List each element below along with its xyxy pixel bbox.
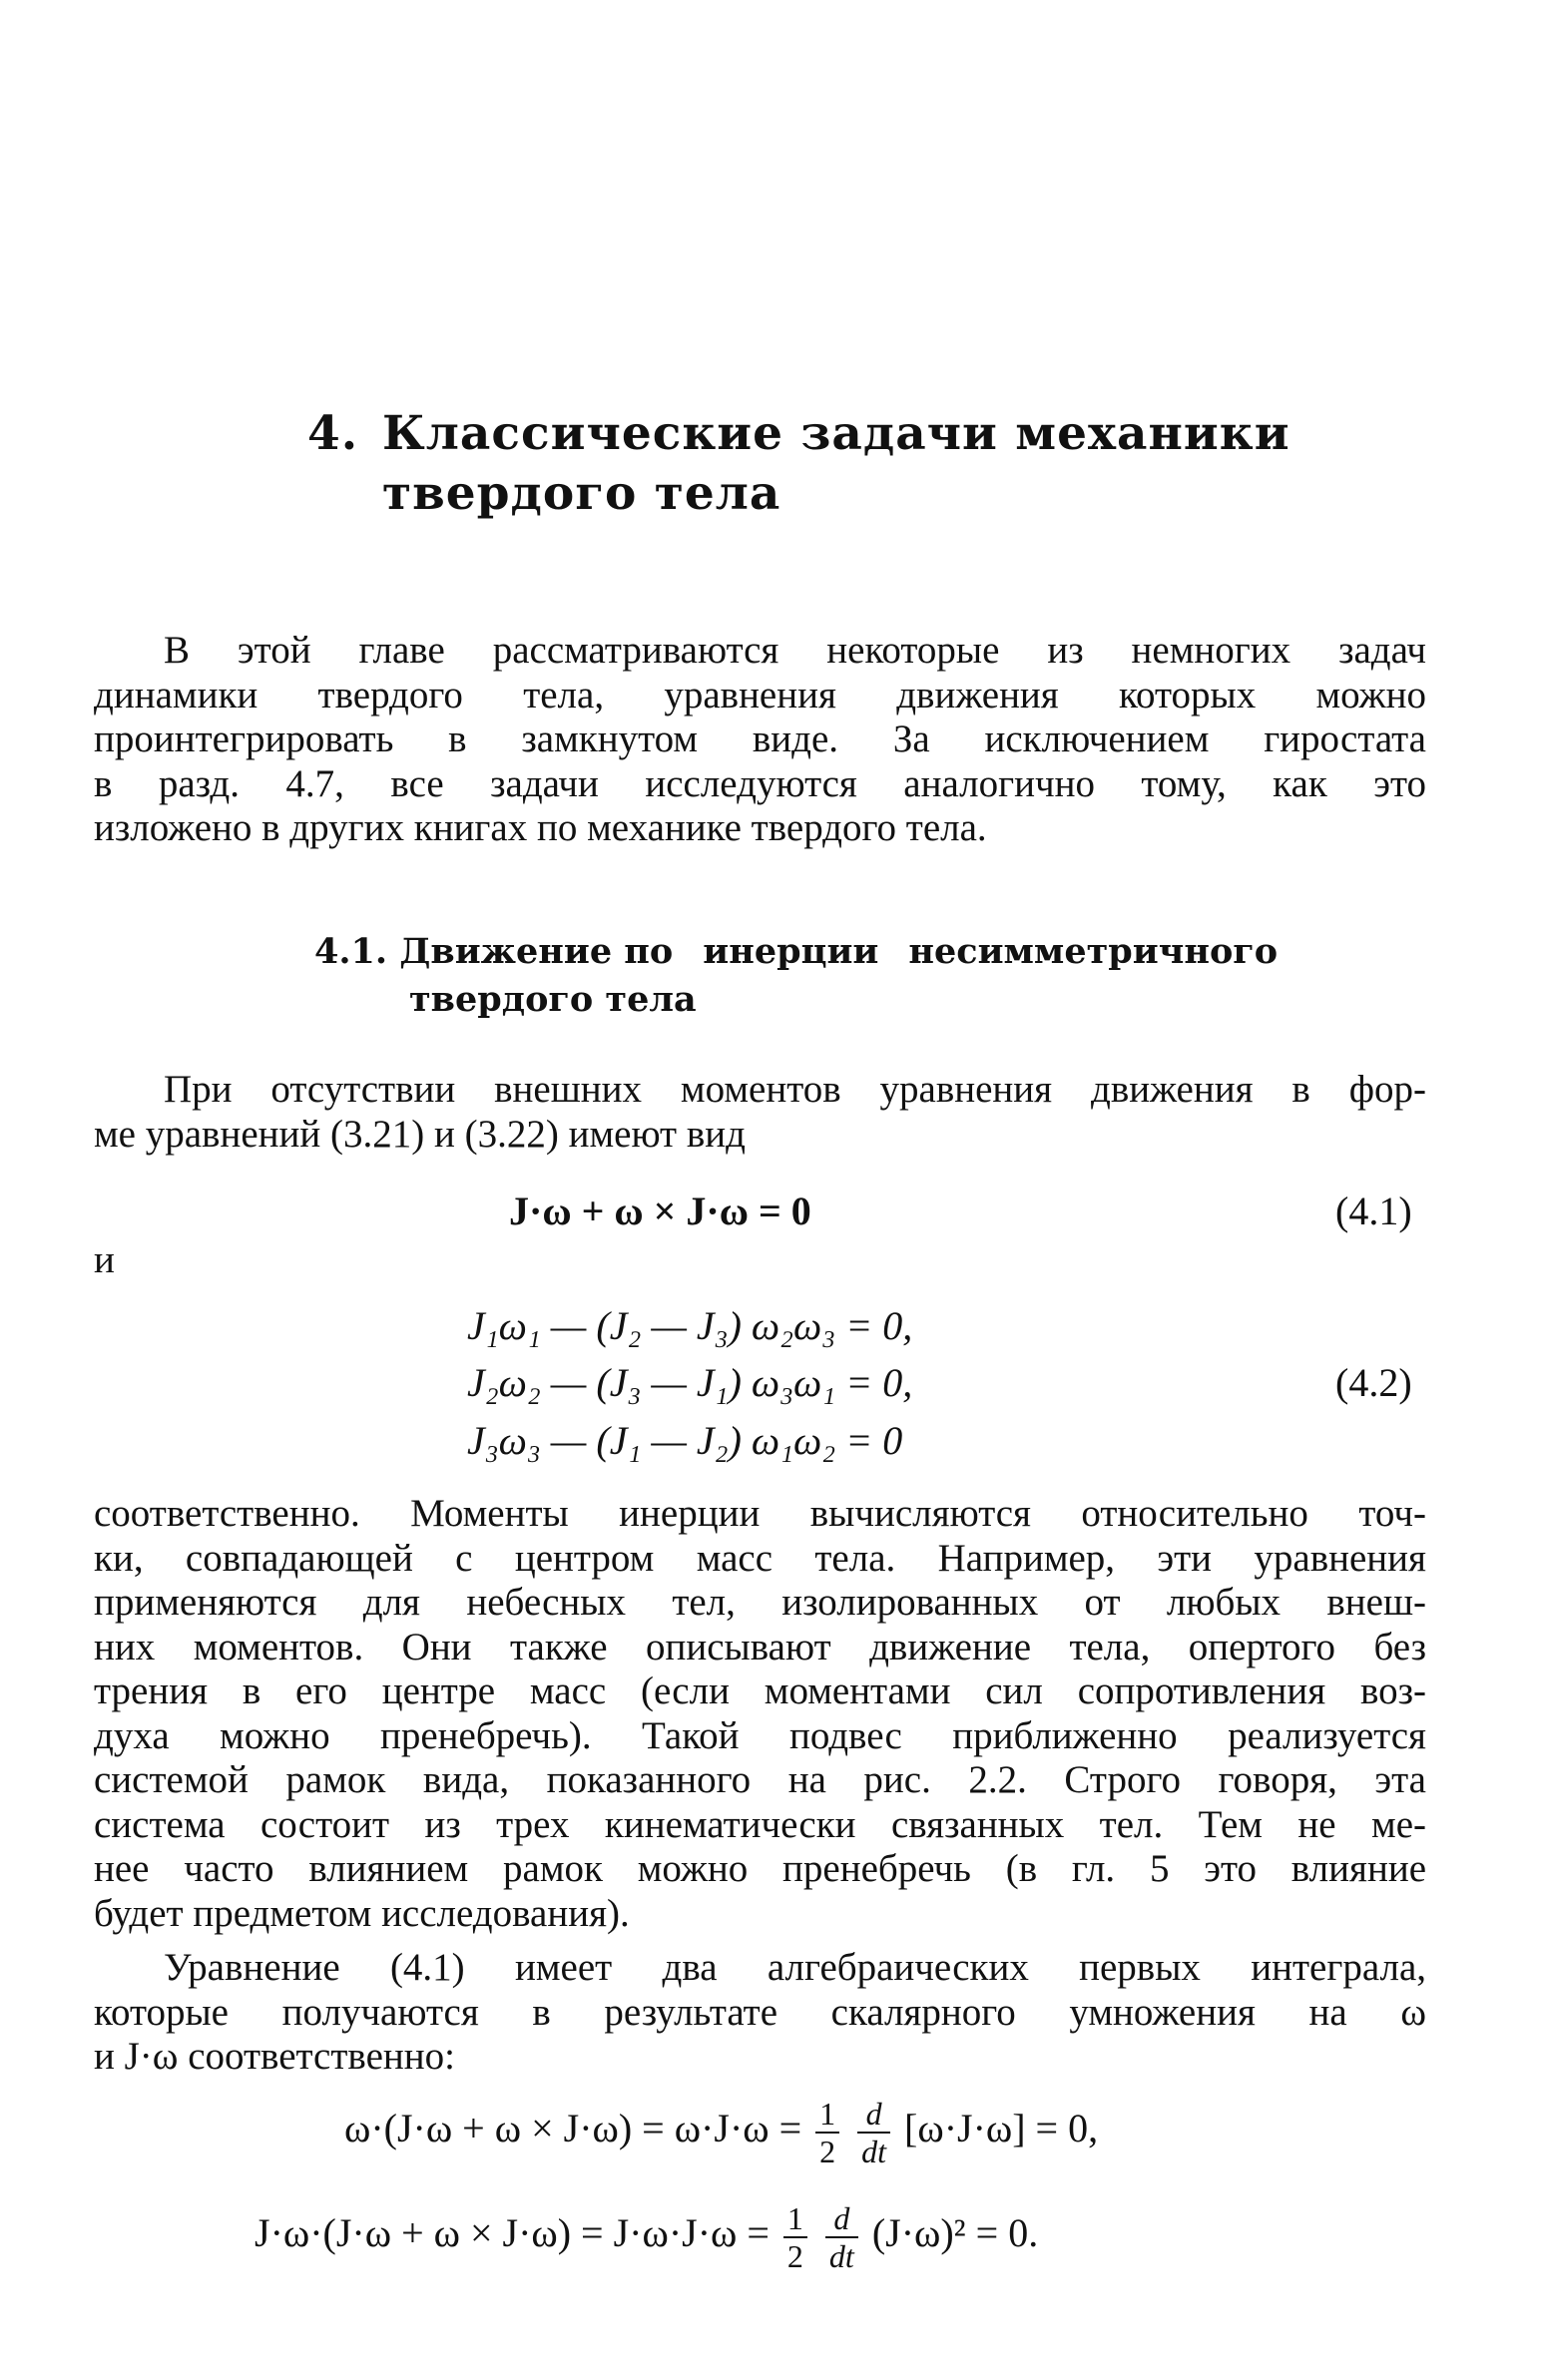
section-title-part: несимметричного xyxy=(908,931,1279,972)
text-line: системой рамок вида, показанного на рис. 2.2. Строго говоря, эта xyxy=(94,1758,1426,1801)
fraction-derivative xyxy=(857,2096,890,2169)
text-line: ки, совпадающей с центром масс тела. Например, эти уравнения xyxy=(94,1536,1426,1580)
text-line: динамики твердого тела, уравнения движения которых можно xyxy=(94,673,1426,716)
equation-4-2-row1: J₁ω₁ — (J₂ — J₃) ω₂ω₃ = 0, xyxy=(467,1303,913,1348)
text-line: в разд. 4.7, все задачи исследуются аналогично тому, как это xyxy=(94,761,1426,805)
equation-number-4-2: (4.2) xyxy=(1335,1360,1412,1405)
text-line: изложено в других книгах по механике твердого тела. xyxy=(94,806,987,849)
paragraph-1 xyxy=(94,1068,1426,1157)
conjunction: и xyxy=(94,1238,115,1281)
text-line: них моментов. Они также описывают движение тела, опертого без xyxy=(94,1625,1426,1668)
fraction-numerator: d xyxy=(857,2096,890,2134)
fraction-half xyxy=(783,2200,807,2274)
text-line: ме уравнений (3.21) и (3.22) имеют вид xyxy=(94,1112,746,1156)
section-title xyxy=(314,928,1278,1024)
text-line: трения в его центре масс (если моментами сил сопротивления воз- xyxy=(94,1669,1426,1712)
text-line: В этой главе рассматриваются некоторые из немногих задач xyxy=(164,629,1426,672)
paragraph-2 xyxy=(94,1492,1426,1936)
text-line: проинтегрировать в замкнутом виде. За исключением гиростата xyxy=(94,717,1426,760)
fraction-denominator: 2 xyxy=(786,2238,803,2274)
text-line: будет предметом исследования). xyxy=(94,1891,630,1935)
fraction-denominator: dt xyxy=(828,2238,854,2274)
text-line: система состоит из трех кинематически связанных тел. Тем не ме- xyxy=(94,1802,1426,1846)
fraction-numerator: 1 xyxy=(783,2200,807,2238)
equation-part: ω·(J·ω + ω × J·ω) = ω·J·ω = xyxy=(344,2106,802,2151)
text-line: Уравнение (4.1) имеет два алгебраических первых интеграла, xyxy=(164,1946,1426,1989)
equation-number-4-1: (4.1) xyxy=(1335,1189,1412,1233)
text-line: духа можно пренебречь). Такой подвес приближенно реализуется xyxy=(94,1713,1426,1757)
section-title-line2: твердого тела xyxy=(409,979,697,1020)
chapter-title-line1: Классические задачи механики xyxy=(382,406,1290,461)
text-line: и J·ω соответственно: xyxy=(94,2035,455,2078)
text-line: которые получаются в результате скалярного умножения на ω xyxy=(94,1990,1426,2034)
equation-4-2-row2: J₂ω₂ — (J₃ — J₁) ω₃ω₁ = 0, xyxy=(467,1360,913,1405)
text-line: При отсутствии внешних моментов уравнения движения в фор- xyxy=(164,1068,1426,1111)
section-title-part: Движение по xyxy=(399,931,674,972)
fraction-derivative xyxy=(825,2200,858,2274)
equation-4-3-row2 xyxy=(255,2200,1038,2274)
text-line: соответственно. Моменты инерции вычисляются относительно точ- xyxy=(94,1492,1426,1535)
text-line: применяются для небесных тел, изолированных от любых внеш- xyxy=(94,1581,1426,1624)
chapter-number: 4. xyxy=(307,406,359,461)
chapter-title-line2: твердого тела xyxy=(382,466,781,521)
section-title-part: инерции xyxy=(703,931,879,972)
equation-part: J·ω·(J·ω + ω × J·ω) = J·ω·J·ω = xyxy=(255,2210,770,2256)
fraction-denominator: dt xyxy=(861,2134,887,2169)
fraction-denominator: 2 xyxy=(819,2134,836,2169)
text-line: нее часто влиянием рамок можно пренебречь (в гл. 5 это влияние xyxy=(94,1847,1426,1890)
fraction-numerator: d xyxy=(825,2200,858,2238)
chapter-title xyxy=(307,404,1290,524)
fraction-numerator: 1 xyxy=(815,2096,839,2134)
paragraph-3 xyxy=(94,1946,1426,2080)
equation-4-1: J·ω + ω × J·ω = 0 xyxy=(509,1189,811,1233)
equation-4-2-row3: J₃ω₃ — (J₁ — J₂) ω₁ω₂ = 0 xyxy=(467,1418,903,1463)
equation-part: (J·ω)² = 0. xyxy=(871,2210,1039,2256)
section-number: 4.1. xyxy=(314,931,388,972)
equation-4-3-row1 xyxy=(344,2096,1098,2169)
intro-paragraph xyxy=(94,629,1426,851)
fraction-half xyxy=(815,2096,839,2169)
equation-part: [ω·J·ω] = 0, xyxy=(904,2106,1099,2151)
